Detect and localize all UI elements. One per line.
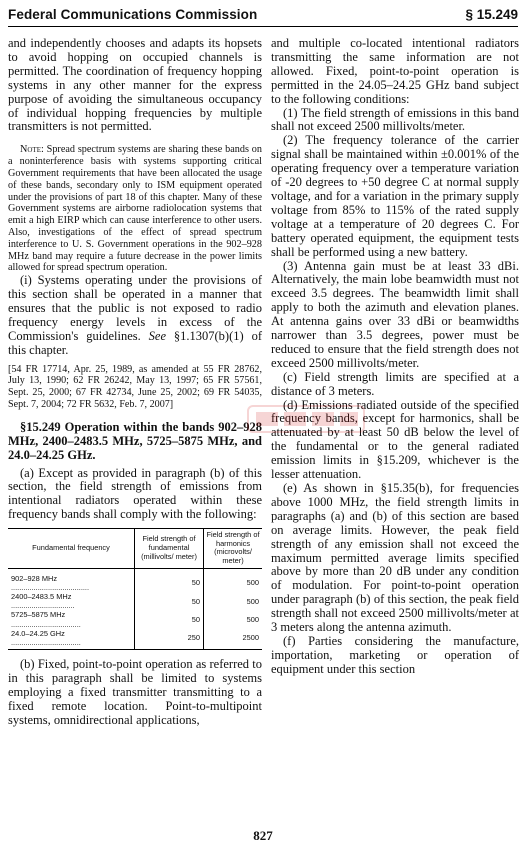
header-rule [8, 26, 518, 27]
table-cell-fundamental: 50 [135, 568, 204, 592]
note-text: Spread spectrum systems are sharing these bands on a noninterference basis with systems supporting critical Government requirements that have been allocated the usage of these bands, secondary only to ISM equipment operated under the provisions of part 18 of this chapter. Many of these Government systems are airborne radiolocation systems that emit a high EIRP which can cause interference to other users. Also, investigations of the effect of spread spectrum interference to U. S. Government operations in the 902–928 MHz band may require a future decrease in the power limits allowed for spread spectrum operation. [8, 144, 262, 274]
left-column [8, 37, 262, 728]
paragraph-b2: (2) The frequency tolerance of the carrier signal shall be maintained within ±0.001% of the operating frequency over a temperature variation of -20 degrees to +50 degree C at normal supply voltage, and for a variation in the primary supply voltage from 85% to 115% of the rated supply voltage at a temperature of 20 degrees C. For battery operated equipment, the equipment tests shall be performed using a new battery. [271, 133, 519, 259]
paragraph-b-continuation: and multiple co-located intentional radiators transmitting the same information are not allowed. Fixed, point-to-point operation is permitted in the 24.05–24.25 GHz band subject to the following conditions: [271, 36, 519, 106]
table-cell-harmonics: 2500 [204, 629, 263, 650]
note-paragraph [8, 144, 262, 274]
table-row [8, 629, 262, 650]
paragraph-b3: (3) Antenna gain must be at least 33 dBi. Alternatively, the main lobe beamwidth must not exceed 3.5 degrees. The beamwidth limit shall apply to both the azimuth and elevation planes. At antenna gains over 33 dBi or beamwidths narrower than 3.5 degrees, power must be reduced to ensure that the field strength does not exceed 2500 millivolts/meter. [271, 258, 519, 370]
header-section: § 15.249 [465, 7, 518, 22]
paragraph-continuation: and independently chooses and adapts its hopsets to avoid hopping on occupied channels is permitted. The coordination of frequency hopping systems in any other manner for the express purpose of avoiding the simultaneous occupancy of individual hopping frequencies by multiple transmitters is not permitted. [8, 36, 262, 134]
table-cell-frequency: 2400–2483.5 MHz ............................... [11, 591, 75, 611]
section-heading: §15.249 Operation within the bands 902–928 MHz, 2400–2483.5 MHz, 5725–5875 MHz, and 24.0–24.25 GHz. [8, 420, 262, 462]
page-number: 827 [253, 828, 273, 843]
paragraph-e: (e) As shown in §15.35(b), for frequencies above 1000 MHz, the field strength limits in paragraphs (a) and (b) of this section are based on average limits. However, the peak field strength of any emission shall not exceed the maximum permitted average limits specified above by more than 20 dB under any condition of modulation. For point-to-point operation under paragraph (b) of this section, the peak field strength shall not exceed 2500 millivolts/meter at 3 meters along the antenna azimuth. [271, 481, 519, 635]
table-cell-harmonics: 500 [204, 592, 263, 610]
paragraph-i [8, 274, 262, 357]
table-row [8, 568, 262, 592]
note-label: Note: [20, 144, 44, 156]
paragraph-b: (b) Fixed, point-to-point operation as referred to in this paragraph shall be limited to systems employing a fixed transmitter transmitting to a fixed remote location. Point-to-multipoint systems, omnidirectional applications, [8, 657, 262, 727]
watermark-logo [246, 400, 366, 438]
table-cell-fundamental: 250 [135, 629, 204, 650]
table-cell-frequency: 5725–5875 MHz .................................. [11, 610, 81, 629]
table-row [8, 592, 262, 610]
paragraph-i-ref: §1.1307(b)(1) of this chapter. [8, 328, 262, 357]
table-cell-frequency: 902–928 MHz ...................................... [11, 573, 90, 592]
paragraph-i-text: (i) Systems operating under the provisions of this section shall be operated in a manner that ensures that the public is not exposed to radio frequency energy levels in excess of the Commission's guidelines. [8, 273, 262, 343]
table-header-frequency: Fundamental frequency [8, 529, 135, 568]
table-header-row [8, 529, 262, 568]
paragraph-f: (f) Parties considering the manufacture, importation, marketing or operation of equipment under this section [271, 633, 519, 676]
table-cell-harmonics: 500 [204, 610, 263, 628]
table-row [8, 610, 262, 628]
table-header-fundamental: Field strength of fundamental (millivolts/ meter) [135, 529, 204, 568]
paragraph-b1: (1) The field strength of emissions in this band shall not exceed 2500 millivolts/meter. [271, 105, 519, 134]
header-title: Federal Communications Commission [8, 7, 258, 22]
field-strength-table [8, 528, 262, 650]
table-cell-fundamental: 50 [135, 610, 204, 628]
paragraph-c: (c) Field strength limits are specified at a distance of 3 meters. [271, 369, 519, 398]
citation: [54 FR 17714, Apr. 25, 1989, as amended at 55 FR 28762, July 13, 1990; 62 FR 26242, May 13, 1997; 65 FR 57561, Sept. 25, 2000; 67 FR 42734, June 25, 2002; 69 FR 54035, Sept. 7, 2004; 72 FR 5632, Feb. 7, 2007] [8, 363, 262, 411]
running-header [8, 3, 518, 27]
table-cell-frequency: 24.0–24.25 GHz .................................. [8, 629, 135, 650]
table-header-harmonics: Field strength of harmonics (microvolts/ meter) [204, 529, 263, 568]
see-reference: See [148, 328, 166, 343]
paragraph-a: (a) Except as provided in paragraph (b) of this section, the field strength of emissions from intentional radiators operated within these frequency bands shall comply with the following: [8, 465, 262, 522]
table-cell-fundamental: 50 [135, 592, 204, 610]
paragraph-d: (d) Emissions radiated outside of the specified frequency bands, except for harmonics, shall be attenuated by at least 50 dB below the level of the fundamental or to the general radiated emission limits in §15.209, whichever is the lesser attenuation. [271, 397, 519, 482]
table-cell-harmonics: 500 [204, 568, 263, 592]
right-column [271, 37, 519, 677]
